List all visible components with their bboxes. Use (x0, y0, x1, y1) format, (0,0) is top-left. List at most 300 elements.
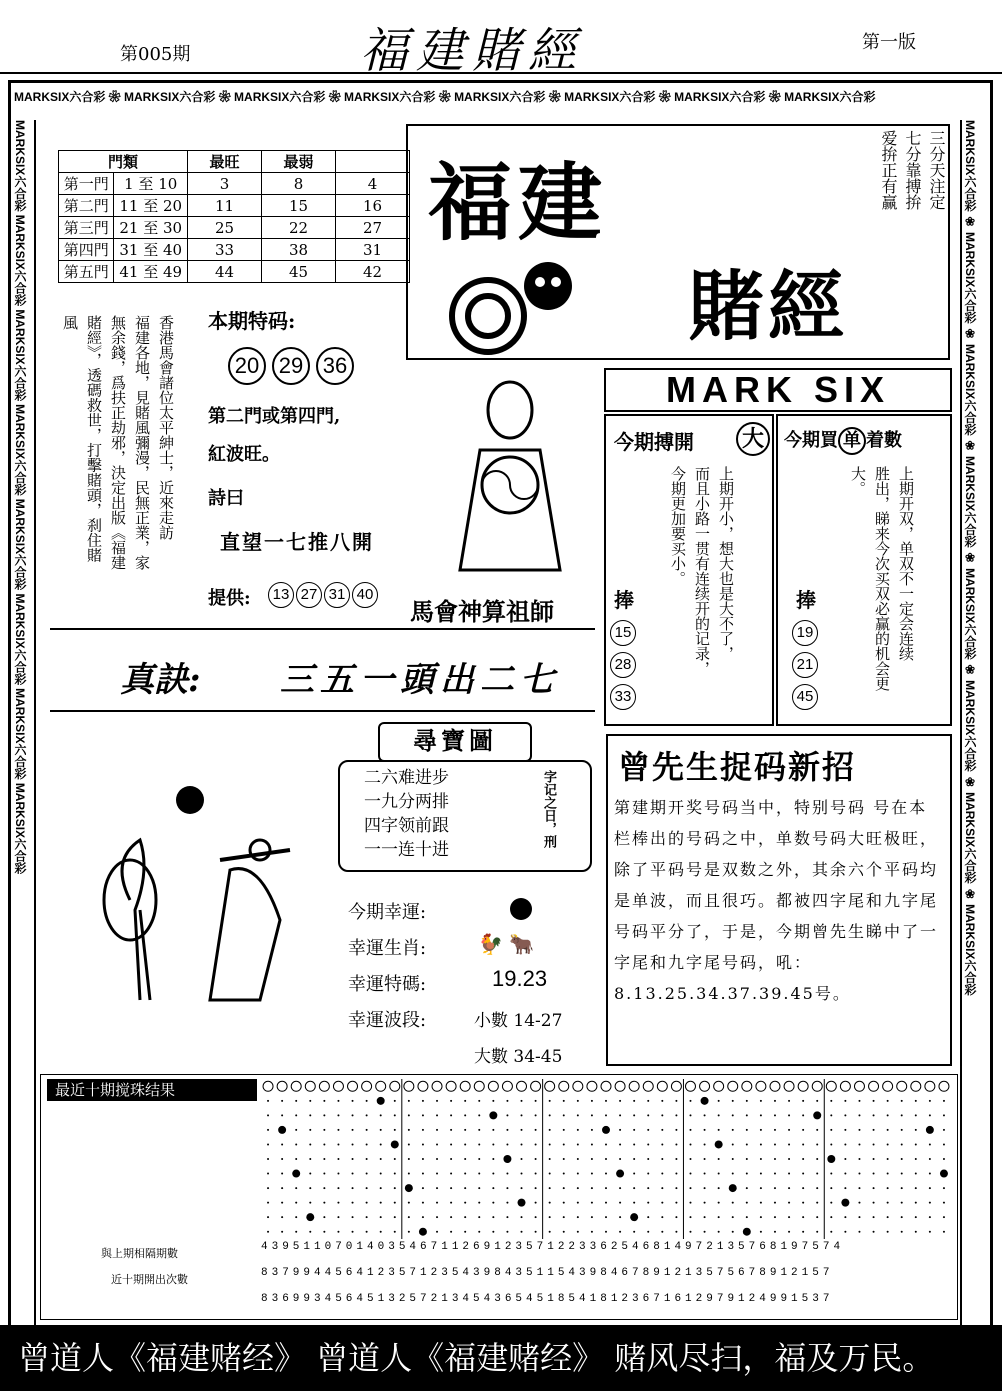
slogan-line: 三分天注定 (927, 130, 946, 210)
grid-dot (267, 1100, 269, 1102)
grid-dot (408, 1143, 410, 1145)
grid-dot (718, 1129, 720, 1131)
grid-dot (464, 1114, 466, 1116)
grid-dot (366, 1216, 368, 1218)
gates-table (58, 150, 410, 283)
grid-dot (605, 1216, 607, 1218)
grid-dot (675, 1143, 677, 1145)
lucky-code-label: 幸運特碼: (348, 974, 427, 995)
grid-dot (323, 1216, 325, 1218)
grid-dot (408, 1173, 410, 1175)
grid-header-ball (488, 1081, 498, 1091)
grid-dot (267, 1216, 269, 1218)
grid-dot (718, 1100, 720, 1102)
grid-dot (873, 1158, 875, 1160)
grid-dot (521, 1100, 523, 1102)
grid-dot (450, 1187, 452, 1189)
grid-dot (323, 1187, 325, 1189)
grid-dot (478, 1173, 480, 1175)
grid-dot (901, 1173, 903, 1175)
grid-dot (352, 1173, 354, 1175)
grid-dot (887, 1216, 889, 1218)
intro-line: 賭經》，透碼救世，打擊賭頭，刹住賭 (85, 315, 103, 563)
grid-dot (549, 1129, 551, 1131)
grid-header-ball (601, 1081, 611, 1091)
grid-dot (591, 1114, 593, 1116)
grid-dot (549, 1202, 551, 1204)
grid-dot (267, 1143, 269, 1145)
logo-title-top: 福建 (428, 153, 609, 252)
grid-dot (563, 1129, 565, 1131)
grid-dot (873, 1231, 875, 1233)
grid-dot (281, 1143, 283, 1145)
grid-dot (619, 1202, 621, 1204)
grid-header-ball (798, 1081, 808, 1091)
grid-dot (689, 1143, 691, 1145)
grid-dot (337, 1202, 339, 1204)
treasure-title: 尋寶圖 (378, 722, 532, 762)
grid-dot (816, 1173, 818, 1175)
grid-dot (675, 1158, 677, 1160)
grid-dot (873, 1114, 875, 1116)
grid-dot (619, 1231, 621, 1233)
grid-dot (689, 1100, 691, 1102)
grid-dot (788, 1187, 790, 1189)
grid-dot (715, 1140, 723, 1148)
grid-dot (915, 1129, 917, 1131)
grid-header-ball (432, 1081, 442, 1091)
results-legend-1: 與上期相隔期數 (101, 1247, 178, 1260)
grid-dot (661, 1187, 663, 1189)
grid-dot (408, 1100, 410, 1102)
table-row: 第三門 21 至 30 25 22 27 (59, 217, 410, 239)
grid-header-ball (502, 1081, 512, 1091)
grid-dot (577, 1231, 579, 1233)
grid-dot (887, 1202, 889, 1204)
grid-dot (858, 1202, 860, 1204)
grid-dot (743, 1228, 751, 1236)
grid-dot (478, 1158, 480, 1160)
zeng-body: 第建期开奖号码当中，特别号码 号在本栏棒出的号码之中，单数号码大旺极旺，除了平码号是双数之外，其余六个平码均是单波，而且很巧。都被四字尾和九字尾号码平分了，于是，今期曾先生睇中了一字尾和九字尾号码，吼：8.13.25.34.37.39.45号。 (614, 798, 939, 1003)
grid-dot (337, 1129, 339, 1131)
grid-dot (436, 1129, 438, 1131)
special-label: 本期特码: (208, 309, 296, 333)
grid-dot (450, 1173, 452, 1175)
grid-dot (535, 1114, 537, 1116)
grid-dot (549, 1158, 551, 1160)
grid-dot (563, 1173, 565, 1175)
grid-dot (464, 1129, 466, 1131)
grid-dot (689, 1158, 691, 1160)
grid-dot (689, 1231, 691, 1233)
grid-dot (323, 1158, 325, 1160)
grid-dot (549, 1173, 551, 1175)
grid-dot (887, 1158, 889, 1160)
bet-single-title: 今期買 单 着數 (784, 426, 902, 455)
grid-dot (647, 1187, 649, 1189)
grid-header-ball (615, 1081, 625, 1091)
grid-dot (633, 1173, 635, 1175)
grid-dot (661, 1100, 663, 1102)
grid-dot (830, 1143, 832, 1145)
grid-dot (602, 1126, 610, 1134)
grid-dot (802, 1202, 804, 1204)
grid-dot (352, 1216, 354, 1218)
grid-dot (704, 1187, 706, 1189)
grid-dot (478, 1114, 480, 1116)
grid-dot (633, 1129, 635, 1131)
grid-dot (718, 1114, 720, 1116)
grid-dot (605, 1187, 607, 1189)
grid-dot (704, 1129, 706, 1131)
grid-dot (788, 1158, 790, 1160)
bet-single-panel (776, 414, 952, 726)
grid-header-ball (629, 1081, 639, 1091)
grid-dot (489, 1111, 497, 1119)
grid-header-ball (854, 1081, 864, 1091)
grid-dot (323, 1173, 325, 1175)
special-number: 36 (316, 347, 354, 385)
grid-dot (844, 1129, 846, 1131)
grid-dot (408, 1216, 410, 1218)
grid-dot (929, 1100, 931, 1102)
grid-dot (901, 1231, 903, 1233)
provide-label: 提供: (208, 588, 251, 609)
grid-dot (760, 1216, 762, 1218)
grid-dot (281, 1114, 283, 1116)
grid-dot (535, 1129, 537, 1131)
grid-dot (380, 1129, 382, 1131)
grid-dot (844, 1114, 846, 1116)
grid-dot (337, 1158, 339, 1160)
results-title: 最近十期搅珠结果 (47, 1079, 257, 1101)
grid-dot (926, 1126, 934, 1134)
grid-header-ball (770, 1081, 780, 1091)
grid-dot (281, 1187, 283, 1189)
grid-dot (858, 1216, 860, 1218)
logo-block (406, 124, 950, 360)
grid-dot (732, 1216, 734, 1218)
grid-dot (802, 1173, 804, 1175)
lucky-code: 19.23 (492, 966, 548, 991)
grid-dot (323, 1231, 325, 1233)
grid-dot (464, 1100, 466, 1102)
grid-dot (873, 1216, 875, 1218)
grid-dot (802, 1187, 804, 1189)
grid-dot (661, 1173, 663, 1175)
crane-flute-illustration (60, 740, 330, 1030)
grid-dot (478, 1187, 480, 1189)
grid-dot (464, 1173, 466, 1175)
grid-dot (352, 1143, 354, 1145)
grid-dot (352, 1202, 354, 1204)
grid-dot (746, 1173, 748, 1175)
bet-single-badge: 单 (838, 427, 866, 455)
grid-dot (718, 1173, 720, 1175)
grid-dot (535, 1173, 537, 1175)
grid-dot (616, 1170, 624, 1178)
grid-dot (337, 1231, 339, 1233)
grid-dot (563, 1158, 565, 1160)
grid-dot (873, 1202, 875, 1204)
grid-dot (901, 1143, 903, 1145)
grid-dot (521, 1187, 523, 1189)
grid-dot (647, 1158, 649, 1160)
zodiac-label: 幸運生肖: (348, 938, 427, 959)
logo-title-bottom: 賭經 (688, 262, 848, 351)
grid-header-ball (418, 1081, 428, 1091)
logo-slogan (878, 130, 946, 210)
grid-dot (295, 1187, 297, 1189)
intro-line: 風 (61, 315, 79, 330)
grid-header-ball (333, 1081, 343, 1091)
grid-dot (887, 1173, 889, 1175)
gates-header-type: 門類 (59, 151, 188, 173)
grid-dot (295, 1231, 297, 1233)
grid-dot (915, 1173, 917, 1175)
grid-dot (295, 1202, 297, 1204)
grid-dot (352, 1231, 354, 1233)
grid-header-ball (474, 1081, 484, 1091)
grid-dot (858, 1158, 860, 1160)
grid-dot (943, 1114, 945, 1116)
grid-dot (732, 1158, 734, 1160)
grid-dot (661, 1202, 663, 1204)
grid-header-ball (826, 1081, 836, 1091)
grid-dot (506, 1216, 508, 1218)
grid-dot (704, 1114, 706, 1116)
grid-dot (450, 1158, 452, 1160)
grid-dot (802, 1143, 804, 1145)
grid-dot (774, 1216, 776, 1218)
grid-dot (366, 1173, 368, 1175)
grid-header-ball (714, 1081, 724, 1091)
grid-dot (647, 1202, 649, 1204)
grid-dot (535, 1202, 537, 1204)
grid-dot (450, 1202, 452, 1204)
grid-dot (830, 1216, 832, 1218)
grid-dot (380, 1173, 382, 1175)
grid-dot (830, 1100, 832, 1102)
grid-dot (352, 1100, 354, 1102)
grid-dot (802, 1216, 804, 1218)
grid-dot (506, 1202, 508, 1204)
small-range: 小數 14-27 (474, 1011, 563, 1031)
grid-dot (802, 1158, 804, 1160)
grid-dot (943, 1143, 945, 1145)
grid-dot (704, 1173, 706, 1175)
grid-dot (619, 1158, 621, 1160)
grid-dot (633, 1100, 635, 1102)
grid-dot (760, 1173, 762, 1175)
grid-dot (478, 1202, 480, 1204)
bet-single-picks: 19 21 45 (792, 620, 820, 710)
grid-dot (689, 1187, 691, 1189)
grid-dot (506, 1114, 508, 1116)
grid-dot (816, 1129, 818, 1131)
grid-dot (689, 1216, 691, 1218)
truth-block (50, 628, 595, 712)
grid-dot (521, 1114, 523, 1116)
grid-dot (394, 1187, 396, 1189)
bet-big-badge: 大 (736, 422, 770, 456)
grid-dot (858, 1100, 860, 1102)
grid-dot (633, 1143, 635, 1145)
grid-dot (746, 1158, 748, 1160)
grid-dot (633, 1158, 635, 1160)
grid-dot (366, 1129, 368, 1131)
grid-dot (408, 1114, 410, 1116)
grid-dot (689, 1202, 691, 1204)
grid-header-ball (460, 1081, 470, 1091)
grid-dot (943, 1158, 945, 1160)
grid-dot (521, 1129, 523, 1131)
provide-number: 40 (352, 582, 378, 608)
grid-dot (901, 1158, 903, 1160)
grid-dot (549, 1216, 551, 1218)
grid-dot (408, 1231, 410, 1233)
grid-dot (422, 1129, 424, 1131)
grid-header-ball (517, 1081, 527, 1091)
grid-dot (408, 1158, 410, 1160)
gates-header-weak: 最弱 (262, 151, 336, 173)
grid-dot (675, 1202, 677, 1204)
grid-dot (661, 1216, 663, 1218)
grid-dot (732, 1202, 734, 1204)
grid-dot (661, 1114, 663, 1116)
grid-dot (309, 1114, 311, 1116)
grid-dot (591, 1231, 593, 1233)
grid-dot (788, 1216, 790, 1218)
treasure-lines: 二六难进步 一九分两排 四字领前跟 一一连十进 (364, 768, 449, 860)
grid-dot (408, 1129, 410, 1131)
grid-dot (827, 1155, 835, 1163)
grid-dot (591, 1143, 593, 1145)
grid-header-ball (883, 1081, 893, 1091)
grid-dot (943, 1231, 945, 1233)
grid-dot (929, 1216, 931, 1218)
grid-dot (492, 1231, 494, 1233)
results-row-3: 836993456451325721345436545185418123671612979124991537 (261, 1293, 834, 1305)
grid-dot (873, 1173, 875, 1175)
grid-dot (394, 1114, 396, 1116)
grid-dot (689, 1129, 691, 1131)
results-dot-grid (261, 1079, 951, 1239)
grid-dot (873, 1143, 875, 1145)
grid-dot (422, 1173, 424, 1175)
grid-dot (915, 1100, 917, 1102)
grid-header-ball (869, 1081, 879, 1091)
grid-dot (661, 1143, 663, 1145)
gate-text: 第二門或第四門, (208, 406, 341, 427)
grid-dot (281, 1100, 283, 1102)
grid-dot (295, 1100, 297, 1102)
mascot-illustration (428, 246, 628, 356)
grid-dot (492, 1216, 494, 1218)
grid-dot (309, 1231, 311, 1233)
results-legend-2: 近十期開出次數 (111, 1273, 188, 1286)
grid-dot (943, 1202, 945, 1204)
table-row: 第一門 1 至 10 3 8 4 (59, 173, 410, 195)
grid-dot (563, 1216, 565, 1218)
grid-dot (760, 1158, 762, 1160)
grid-dot (746, 1202, 748, 1204)
grid-dot (873, 1100, 875, 1102)
grid-dot (746, 1216, 748, 1218)
grid-dot (309, 1202, 311, 1204)
grid-dot (619, 1100, 621, 1102)
grid-dot (450, 1216, 452, 1218)
grid-header-ball (376, 1081, 386, 1091)
grid-dot (647, 1143, 649, 1145)
grid-dot (549, 1231, 551, 1233)
grid-dot (915, 1231, 917, 1233)
grid-dot (323, 1114, 325, 1116)
grid-dot (929, 1114, 931, 1116)
masthead-title: 福建賭經 (360, 23, 585, 79)
grid-dot (506, 1173, 508, 1175)
grid-dot (774, 1100, 776, 1102)
grid-header-ball (545, 1081, 555, 1091)
grid-dot (830, 1129, 832, 1131)
grid-dot (464, 1143, 466, 1145)
grid-dot (377, 1097, 385, 1105)
grid-dot (492, 1129, 494, 1131)
grid-dot (577, 1114, 579, 1116)
grid-dot (352, 1114, 354, 1116)
grid-dot (858, 1187, 860, 1189)
grid-dot (292, 1170, 300, 1178)
provide-number: 13 (268, 582, 294, 608)
grid-header-ball (756, 1081, 766, 1091)
grid-dot (732, 1231, 734, 1233)
grid-dot (563, 1231, 565, 1233)
gates-header-extra (336, 151, 410, 173)
marksix-title: MARK SIX (604, 368, 952, 412)
grid-dot (830, 1114, 832, 1116)
grid-dot (901, 1129, 903, 1131)
grid-dot (816, 1143, 818, 1145)
grid-dot (901, 1114, 903, 1116)
grid-dot (535, 1216, 537, 1218)
grid-header-ball (277, 1081, 287, 1091)
grid-dot (394, 1231, 396, 1233)
grid-dot (802, 1129, 804, 1131)
grid-dot (605, 1202, 607, 1204)
grid-dot (816, 1231, 818, 1233)
grid-dot (394, 1173, 396, 1175)
grid-dot (295, 1114, 297, 1116)
grid-header-ball (700, 1081, 710, 1091)
grid-header-ball (446, 1081, 456, 1091)
master-illustration (420, 370, 600, 590)
wave-label: 幸運波段: (348, 1010, 427, 1031)
grid-dot (788, 1173, 790, 1175)
grid-dot (830, 1231, 832, 1233)
grid-dot (619, 1114, 621, 1116)
grid-dot (394, 1158, 396, 1160)
gates-header-hot: 最旺 (188, 151, 262, 173)
bet-single-pick-label: 捧 (796, 588, 816, 612)
edition-label: 第一版 (862, 32, 916, 53)
grid-dot (929, 1202, 931, 1204)
grid-dot (309, 1187, 311, 1189)
grid-dot (591, 1158, 593, 1160)
grid-header-ball (291, 1081, 301, 1091)
grid-dot (675, 1114, 677, 1116)
grid-dot (366, 1202, 368, 1204)
grid-dot (704, 1216, 706, 1218)
